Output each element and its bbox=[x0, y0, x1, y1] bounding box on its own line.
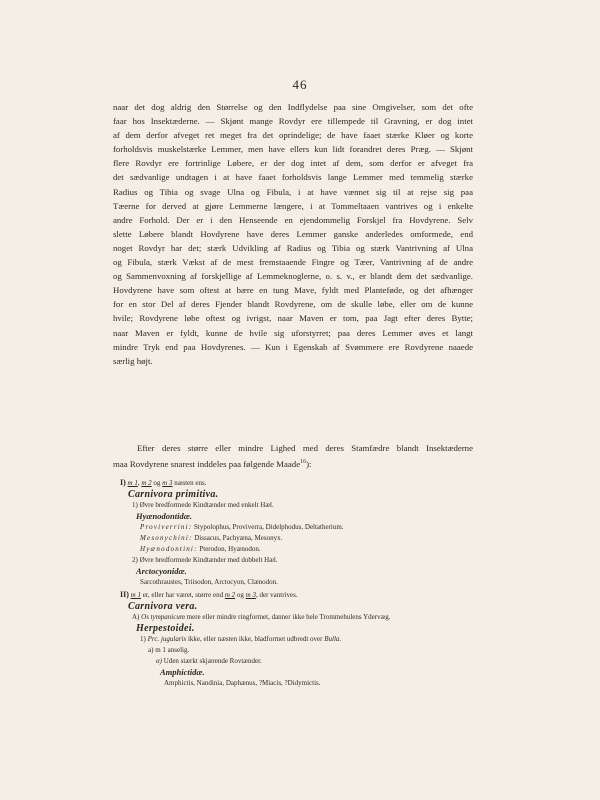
text: . bbox=[339, 635, 342, 643]
text-line: naar Maven er fyldt, kunne de hvile sig uforstyrret; paa deres Lemmer øves et langt bbox=[113, 327, 473, 338]
genera: Sarcothraustes, Triisodon, Arctocyon, Clænodon. bbox=[140, 578, 278, 586]
text-line: og Sammenvoxning af forskjellige af Lemmeknoglerne, o. s. v., er blandt dem det sædvanlige. bbox=[113, 271, 473, 282]
tribe-row bbox=[120, 522, 480, 533]
text-line: faar hos Insektæderne. — Skjønt mange Rovdyr ere tillempede til Gravning, er dog intet bbox=[113, 116, 473, 127]
roman-numeral: II) bbox=[120, 590, 129, 599]
intro-paragraph bbox=[113, 441, 473, 471]
intro-line: Efter deres større eller mindre Lighed med deres Stamfædre blandt Insektæderne bbox=[137, 443, 473, 453]
outline-item bbox=[120, 612, 480, 623]
group-II-heading bbox=[120, 589, 480, 601]
term: Os tympanicum bbox=[141, 613, 185, 621]
item-label: A) bbox=[132, 613, 140, 621]
item-label: 1) bbox=[140, 635, 146, 643]
text: Uden stærkt skjærende Rovtænder. bbox=[162, 657, 262, 665]
tooth-label: m 2 bbox=[224, 591, 236, 599]
footnote-ref: 16 bbox=[300, 459, 307, 465]
intro-line bbox=[113, 455, 473, 471]
term: Bulla bbox=[324, 635, 340, 643]
text-line: mindre Tryk end paa Hovdyrenes. — Kun i Egenskab af Svømmere ere Rovdyrene naaede bbox=[113, 341, 473, 352]
tribe-row bbox=[120, 533, 480, 544]
tooth-label: m 2 bbox=[141, 479, 152, 487]
genera: Stypolophus, Proviverra, Didelphodus, Deltatherium. bbox=[192, 523, 344, 531]
text-line: noget Rovdyr har det; stærk Udvikling af Radius og Tibia og stærk Vantrivning af Ulna bbox=[113, 242, 473, 253]
page-number: 46 bbox=[292, 77, 308, 92]
outline-item bbox=[120, 656, 480, 667]
text: og bbox=[151, 479, 163, 487]
text-line: andre Forhold. Der er i den Henseende en ejendommelig Forskjel fra Hovdyrene. Selv bbox=[113, 214, 473, 225]
text: og bbox=[235, 591, 246, 599]
text-line: og Fibula, stærk Vækst af de mest fremstaaende Fingre og Tæer, Vantrivning af de andre bbox=[113, 257, 473, 268]
body-paragraph bbox=[113, 100, 473, 368]
tooth-label: m 1 bbox=[130, 591, 141, 599]
text-line: naar det dog aldrig den Størrelse og den Indflydelse paa sine Omgivelser, som det ofte bbox=[113, 102, 473, 112]
roman-numeral: I) bbox=[120, 478, 126, 487]
intro-text: maa Rovdyrene snarest inddeles paa følgende Maade bbox=[113, 458, 301, 469]
tooth-label: m 3 bbox=[162, 479, 173, 487]
tooth-label: m 1 bbox=[127, 479, 138, 487]
text-line: det sædvanlige undtagen i at have faaet forholdsvis lange Lemmer med temmelig stærke bbox=[113, 172, 473, 183]
term: Prc. jugularis bbox=[147, 635, 187, 643]
text-line: Hovdyrene have som oftest at bære en tung Mave, fyldt med Planteføde, og det afhænger bbox=[113, 285, 473, 296]
text-line: Radius og Tibia og svage Ulna og Fibula, i at have vænnet sig til at rejse sig paa bbox=[113, 186, 473, 197]
group-I bbox=[120, 477, 480, 588]
text-line: flere Rovdyr ere fortrinlige Løbere, er der dog intet af dem, som derfor er afveget fra bbox=[113, 158, 473, 169]
text-line: Tæerne for derved at gjøre Lemmerne længere, i at Tommeltaaen vantrives og i enkelte bbox=[113, 200, 473, 211]
genera: Pterodon, Hyænodon. bbox=[197, 545, 261, 553]
text-line: særlig højt. bbox=[113, 355, 153, 366]
taxon-heading: Carnivora primitiva. bbox=[128, 489, 219, 500]
text: , bbox=[137, 479, 142, 487]
group-II bbox=[120, 589, 480, 689]
tribe-name: Proviverrini: bbox=[140, 523, 193, 531]
tooth-label: m 3 bbox=[245, 591, 256, 599]
tribe-row bbox=[120, 544, 480, 555]
outline-item: 1) Øvre bredformede Kindtænder med enkelt Hæl. bbox=[132, 501, 274, 509]
taxon-heading: Carnivora vera. bbox=[128, 601, 198, 612]
family-name: Arctocyonidæ. bbox=[136, 566, 187, 576]
text-line: for en stor Del af deres Fjender blandt Rovdyrene, om de skulle løbe, eller om de kunne bbox=[113, 299, 473, 310]
text: , der vantrives. bbox=[255, 591, 298, 599]
text-line: af dem derfor afveget ret meget fra det oprindelige; de have faaet stærke Kløer og korte bbox=[113, 130, 473, 141]
text-line: hvile; Rovdyrene løbe oftest og ivrigst, naar Maven er tom, paa Jagt efter deres Bytte; bbox=[113, 313, 473, 324]
text: næsten ens. bbox=[172, 479, 207, 487]
outline-item: a) m 1 anselig. bbox=[148, 646, 190, 654]
text: mere eller mindre ringformet, danner ikke hele Trommehulens Ydervæg. bbox=[184, 613, 391, 621]
group-I-heading bbox=[120, 477, 480, 489]
text-line: forholdsvis muskelstærke Lemmer, men have ellers kun lidt forandret deres Præg. — Skjønt bbox=[113, 144, 473, 155]
text: ikke, eller næsten ikke, bladformet udbredt over bbox=[186, 635, 325, 643]
family-name: Hyænodontidæ. bbox=[136, 511, 192, 521]
tribe-name: Mesonychini: bbox=[140, 534, 193, 542]
outline-item: 2) Øvre bredformede Kindtænder med dobbelt Hæl. bbox=[132, 556, 278, 564]
genera: Dissacus, Pachyæna, Mesonyx. bbox=[192, 534, 283, 542]
outline-item bbox=[120, 634, 480, 645]
tribe-name: Hyænodontini: bbox=[140, 545, 198, 553]
genera: Amphictis, Nandinia, Daphænus, ?Miacis, ?Didymictis. bbox=[164, 679, 321, 687]
family-name: Amphictidæ. bbox=[160, 667, 205, 677]
taxon-heading: Herpestoidei. bbox=[136, 623, 195, 634]
intro-end: ): bbox=[306, 458, 312, 469]
text-line: slette Løbere blandt Hovdyrene have deres Lemmer ganske anderledes omformede, end bbox=[113, 228, 473, 239]
item-label: α) bbox=[156, 657, 163, 665]
text: er, eller har været, større end bbox=[140, 591, 225, 599]
